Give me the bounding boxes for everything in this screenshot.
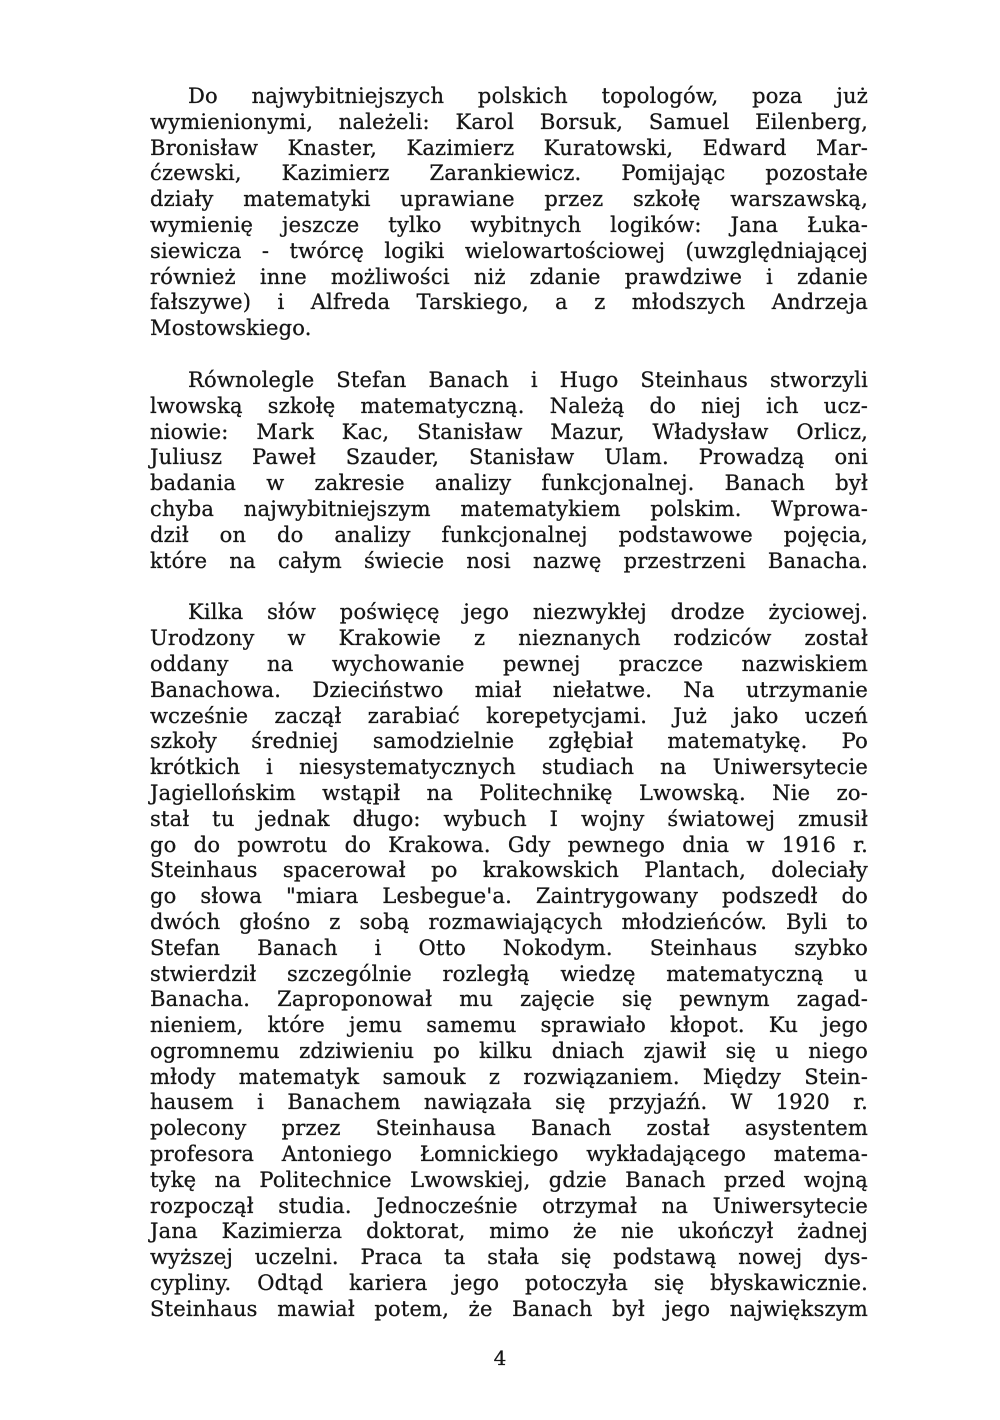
text-line: działy matematyki uprawiane przez szkołę warszawską, (150, 187, 868, 212)
text-line: go słowa "miara Lesbegue'a. Zaintrygowany podszedł do (150, 884, 868, 909)
text-line: wymienionymi, należeli: Karol Borsuk, Samuel Eilenberg, (150, 109, 868, 134)
text-line: Kilka słów poświęcę jego niezwykłej drodze życiowej. (188, 600, 868, 625)
paragraph (150, 84, 868, 342)
text-line: siewicza - twórcę logiki wielowartościowej (uwzględniającej (150, 238, 868, 263)
text-line: stwierdził szczególnie rozległą wiedzę matematyczną u (150, 961, 868, 986)
text-line: szkoły średniej samodzielnie zgłębiał matematykę. Po (150, 729, 868, 754)
text-line: rozpoczął studia. Jednocześnie otrzymał na Uniwersytecie (150, 1193, 868, 1218)
text-line: Jana Kazimierza doktorat, mimo że nie ukończył żadnej (150, 1219, 868, 1244)
text-line: badania w zakresie analizy funkcjonalnej. Banach był (150, 471, 868, 496)
text-line: Steinhaus mawiał potem, że Banach był jego największym (150, 1296, 868, 1321)
page-number: 4 (493, 1346, 507, 1370)
text-line: Urodzony w Krakowie z nieznanych rodziców został (150, 626, 868, 651)
text-line: polecony przez Steinhausa Banach został asystentem (150, 1116, 868, 1141)
page-footer (0, 1346, 1000, 1370)
text-line: wyższej uczelni. Praca ta stała się podstawą nowej dys- (150, 1245, 868, 1270)
text-line: fałszywe) i Alfreda Tarskiego, a z młodszych Andrzeja (150, 290, 868, 315)
text-line: Jagiellońskim wstąpił na Politechnikę Lwowską. Nie zo- (150, 780, 868, 805)
text-line: cypliny. Odtąd kariera jego potoczyła się błyskawicznie. (150, 1271, 868, 1296)
text-line: Banacha. Zaproponował mu zajęcie się pewnym zagad- (150, 987, 868, 1012)
text-line: dził on do analizy funkcjonalnej podstawowe pojęcia, (150, 522, 868, 547)
text-line: hausem i Banachem nawiązała się przyjaźń. W 1920 r. (150, 1090, 868, 1115)
text-line: ogromnemu zdziwieniu po kilku dniach zjawił się u niego (150, 1038, 868, 1063)
text-line: Równolegle Stefan Banach i Hugo Steinhaus stworzyli (188, 367, 868, 392)
text-line: dwóch głośno z sobą rozmawiających młodzieńców. Byli to (150, 909, 868, 934)
text-line: Juliusz Paweł Szauder, Stanisław Ulam. Prowadzą oni (150, 445, 868, 470)
text-line: stał tu jednak długo: wybuch I wojny światowej zmusił (150, 806, 868, 831)
text-line: nieniem, które jemu samemu sprawiało kłopot. Ku jego (150, 1013, 868, 1038)
text-line: niowie: Mark Kac, Stanisław Mazur, Władysław Orlicz, (150, 419, 868, 444)
text-line: lwowską szkołę matematyczną. Należą do niej ich ucz- (150, 393, 868, 418)
text-line: chyba najwybitniejszym matematykiem polskim. Wprowa- (150, 496, 868, 521)
paragraph (150, 600, 868, 1322)
text-line: oddany na wychowanie pewnej praczce nazwiskiem (150, 651, 868, 676)
paragraph (150, 368, 868, 574)
text-line: go do powrotu do Krakowa. Gdy pewnego dnia w 1916 r. (150, 832, 868, 857)
text-line: Bronisław Knaster, Kazimierz Kuratowski, Edward Mar- (150, 135, 868, 160)
text-line: Stefan Banach i Otto Nokodym. Steinhaus szybko (150, 935, 868, 960)
text-line: młody matematyk samouk z rozwiązaniem. Między Stein- (150, 1064, 868, 1089)
page-text (150, 84, 868, 1323)
text-line: wcześnie zaczął zarabiać korepetycjami. Już jako uczeń (150, 703, 868, 728)
text-line: które na całym świecie nosi nazwę przestrzeni Banacha. (150, 548, 868, 573)
text-line: wymienię jeszcze tylko wybitnych logików: Jana Łuka- (150, 212, 868, 237)
text-line: Banachowa. Dzieciństwo miał niełatwe. Na utrzymanie (150, 677, 868, 702)
text-line: Do najwybitniejszych polskich topologów, poza już (188, 84, 868, 108)
text-line: ćzewski, Kazimierz Zarankiewicz. Pomijając pozostałe (150, 161, 868, 186)
text-line: profesora Antoniego Łomnickiego wykładającego matema- (150, 1142, 868, 1167)
text-line: krótkich i niesystematycznych studiach na Uniwersytecie (150, 755, 868, 780)
text-line: tykę na Politechnice Lwowskiej, gdzie Banach przed wojną (150, 1167, 868, 1192)
text-line: Steinhaus spacerował po krakowskich Plantach, doleciały (150, 858, 868, 883)
text-line: również inne możliwości niż zdanie prawdziwe i zdanie (150, 264, 868, 289)
text-line: Mostowskiego. (150, 316, 312, 341)
